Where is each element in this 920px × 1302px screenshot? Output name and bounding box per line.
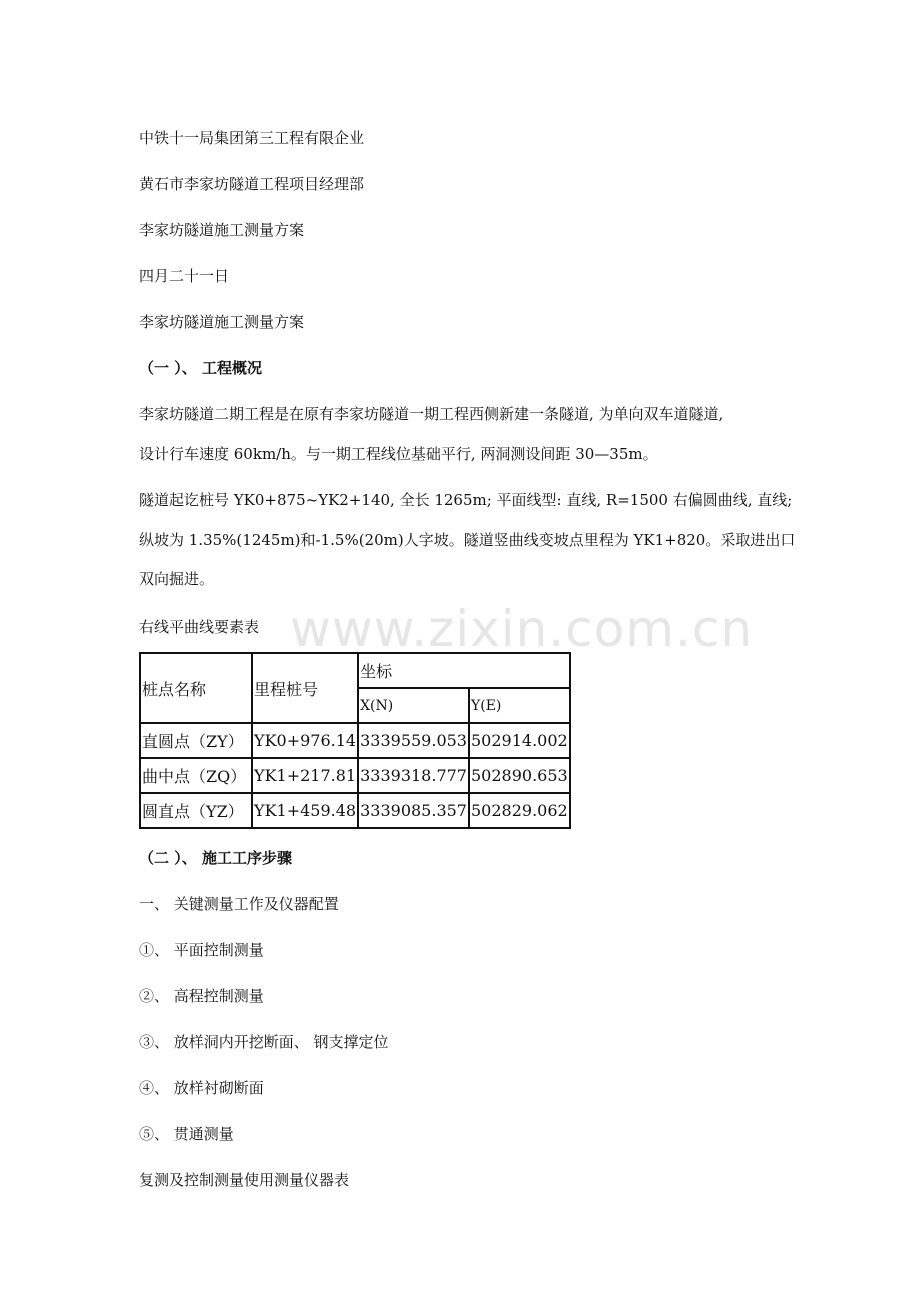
cell-mileage: YK1+459.48 [252, 793, 358, 828]
cell-point-name: 直圆点（ZY） [140, 723, 252, 758]
table-row [140, 793, 570, 828]
department-name: 黄石市李家坊隧道工程项目经理部 [139, 175, 365, 193]
instrument-table-caption: 复测及控制测量使用测量仪器表 [139, 1171, 350, 1189]
section2-heading: （二 ）、 施工工序步骤 [139, 849, 292, 867]
overview-paragraph-line2: 设计行车速度 60km/h。与一期工程线位基础平行, 两洞测设间距 30—35m。 [139, 445, 658, 463]
cell-y: 502829.062 [469, 793, 570, 828]
route-paragraph-line3: 双向掘进。 [139, 570, 215, 588]
company-name: 中铁十一局集团第三工程有限企业 [139, 129, 365, 147]
list-item: ④、 放样衬砌断面 [139, 1079, 264, 1097]
cell-y: 502890.653 [469, 758, 570, 793]
cell-point-name: 圆直点（YZ） [140, 793, 252, 828]
list-item: ②、 高程控制测量 [139, 987, 264, 1005]
curve-table-caption: 右线平曲线要素表 [139, 618, 260, 636]
section1-heading: （一 ）、 工程概况 [139, 359, 262, 377]
table-header-row [140, 653, 570, 688]
list-item: ①、 平面控制测量 [139, 941, 264, 959]
table-row [140, 723, 570, 758]
document-title: 李家坊隧道施工测量方案 [139, 221, 305, 239]
list-item: ③、 放样洞内开挖断面、 钢支撑定位 [139, 1033, 389, 1051]
curve-elements-table [139, 652, 571, 829]
cell-mileage: YK0+976.14 [252, 723, 358, 758]
header-y: Y(E) [469, 688, 570, 723]
cell-point-name: 曲中点（ZQ） [140, 758, 252, 793]
cell-y: 502914.002 [469, 723, 570, 758]
cell-mileage: YK1+217.81 [252, 758, 358, 793]
cell-x: 3339559.053 [358, 723, 469, 758]
header-mileage: 里程桩号 [252, 653, 358, 723]
cell-x: 3339318.777 [358, 758, 469, 793]
document-date: 四月二十一日 [139, 267, 230, 285]
header-point-name: 桩点名称 [140, 653, 252, 723]
table-row [140, 758, 570, 793]
route-paragraph-line1: 隧道起讫桩号 YK0+875~YK2+140, 全长 1265m; 平面线型: 直线, R=1500 右偏圆曲线, 直线; [139, 491, 793, 509]
document-title-repeat: 李家坊隧道施工测量方案 [139, 313, 305, 331]
watermark: www.zixin.com.cn [290, 600, 754, 658]
overview-paragraph-line1: 李家坊隧道二期工程是在原有李家坊隧道一期工程西侧新建一条隧道, 为单向双车道隧道, [139, 405, 724, 423]
cell-x: 3339085.357 [358, 793, 469, 828]
header-coordinates: 坐标 [358, 653, 570, 688]
route-paragraph-line2: 纵坡为 1.35%(1245m)和-1.5%(20m)人字坡。隧道竖曲线变坡点里程为 YK1+820。采取进出口 [139, 531, 796, 549]
main-item: 一、 关键测量工作及仪器配置 [139, 895, 339, 913]
list-item: ⑤、 贯通测量 [139, 1125, 234, 1143]
header-x: X(N) [358, 688, 469, 723]
